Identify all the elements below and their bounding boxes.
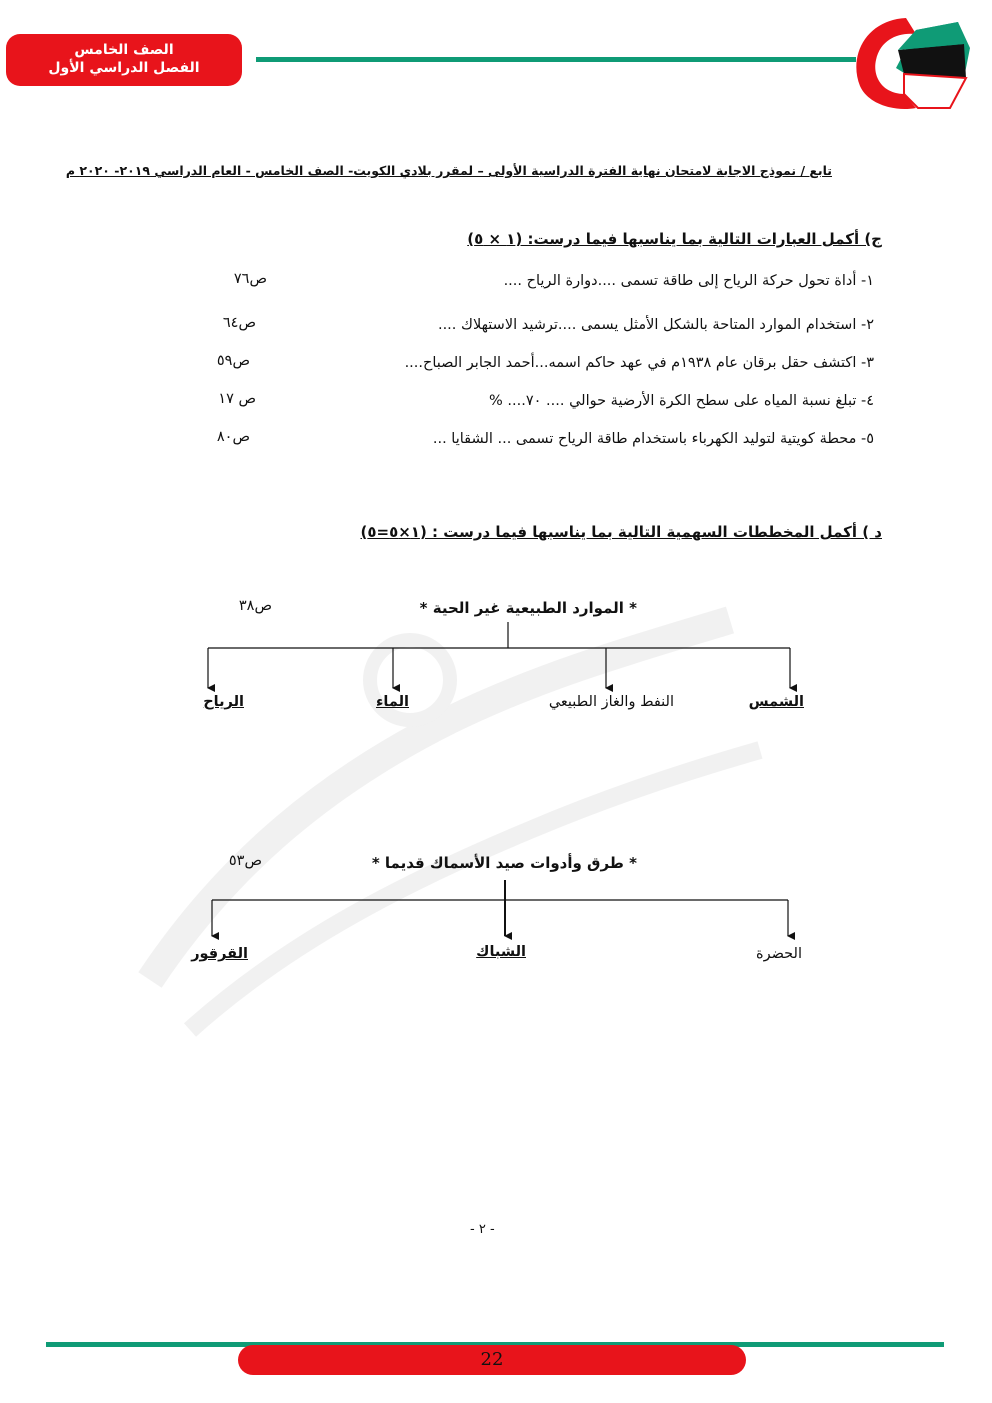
diagram1-leaf: النفط والغاز الطبيعي (548, 694, 674, 710)
page-number-badge (238, 1345, 746, 1375)
diagram2-leaf: القرقور (191, 946, 248, 962)
inner-page-number: - ٢ - (470, 1222, 495, 1237)
diagram1-page-reference: ص٣٨ (238, 598, 272, 614)
page-reference: ص٦٤ (222, 315, 256, 331)
section-d-heading: د ) أكمل المخططات السهمية التالية بما يناسبها فيما درست : (١×٥=٥) (360, 523, 882, 541)
question-item: ٤- تبلغ نسبة المياه على سطح الكرة الأرضية حوالي .... ٧٠.... % (489, 393, 874, 409)
document-subtitle: تابع / نموذج الاجابة لامتحان نهاية الفترة الدراسية الأولى – لمقرر بلادي الكويت- الصف الخامس - العام الدراسي ٢٠١٩- ٢٠٢٠ م (65, 163, 832, 178)
diagram2-leaf: الحضرة (756, 946, 802, 962)
page-reference: ص٨٠ (216, 429, 250, 445)
diagram2-leaf: الشباك (476, 944, 526, 960)
diagram1-leaf: الشمس (748, 694, 804, 710)
page-reference: ص٥٩ (216, 353, 250, 369)
page-reference: ص ١٧ (218, 391, 256, 407)
diagram2-page-reference: ص٥٣ (228, 853, 262, 869)
question-item: ٢- استخدام الموارد المتاحة بالشكل الأمثل يسمى ....ترشيد الاستهلاك .... (437, 317, 874, 333)
question-item: ١- أداة تحول حركة الرياح إلى طاقة تسمى ....دوارة الرياح .... (503, 273, 874, 289)
question-item: ٣- اكتشف حقل برقان عام ١٩٣٨م في عهد حاكم اسمه...أحمد الجابر الصباح.... (404, 355, 874, 371)
diagram1-leaf: الرياح (203, 694, 244, 710)
diagram2-root: * طرق وأدوات صيد الأسماك قديما * (371, 854, 637, 872)
diagram1-leaf: الماء (376, 694, 409, 710)
page-number: 22 (480, 1349, 504, 1370)
section-c-heading: ج) أكمل العبارات التالية بما يناسبها فيما درست: (١ × ٥) (467, 230, 882, 248)
page-reference: ص٧٦ (233, 271, 267, 287)
semester-label: الفصل الدراسي الأول (48, 60, 200, 76)
grade-label: الصف الخامس (74, 42, 174, 58)
question-item: ٥- محطة كويتية لتوليد الكهرباء باستخدام طاقة الرياح تسمى ... الشقايا ... (432, 431, 874, 447)
diagram1-root: * الموارد الطبيعية غير الحية * (419, 599, 637, 617)
